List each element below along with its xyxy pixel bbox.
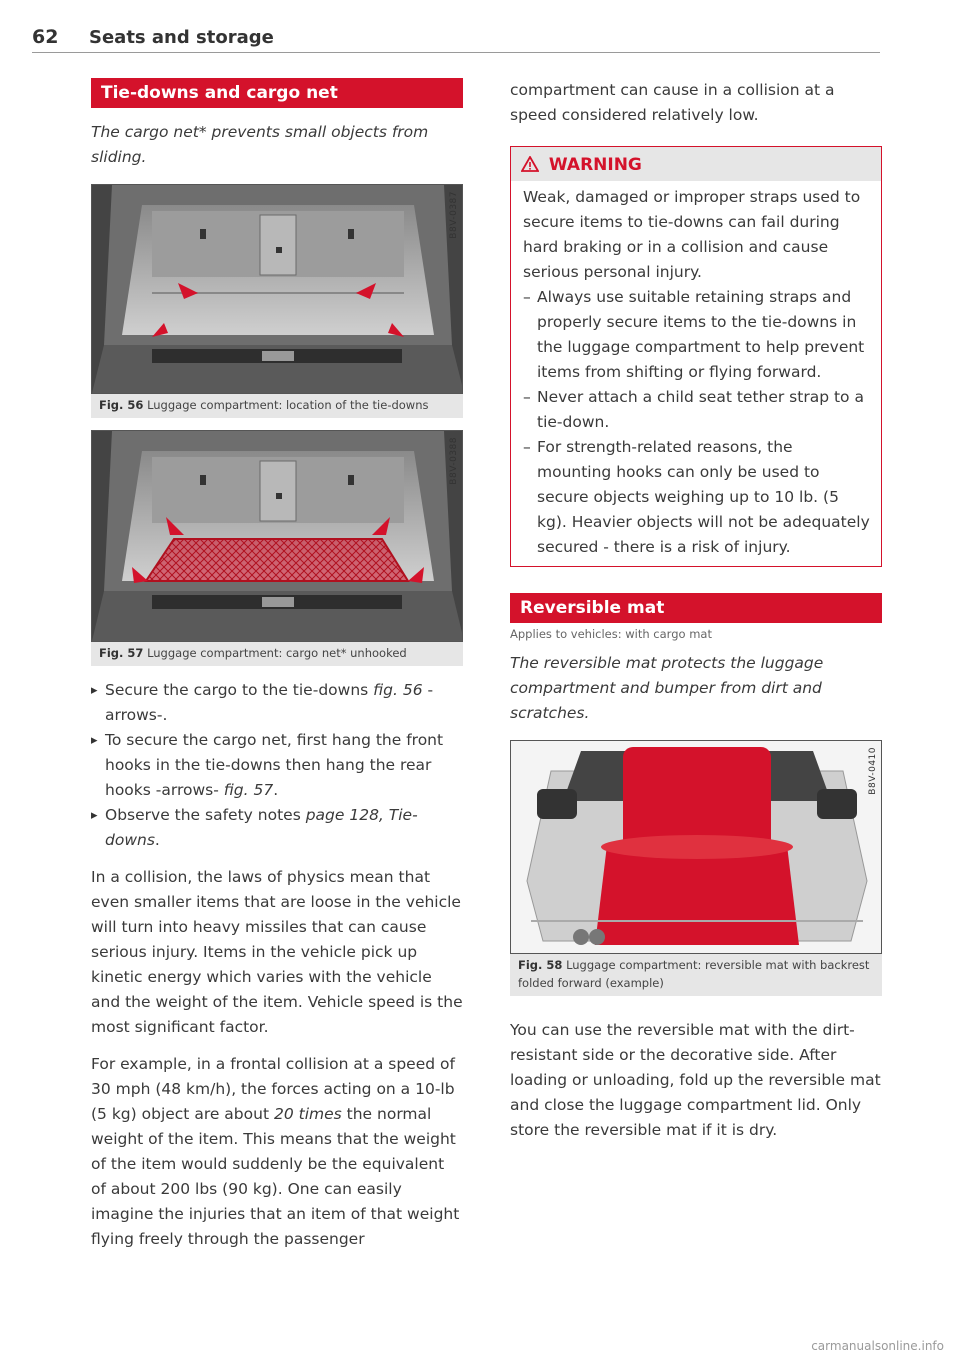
- emphasis-text: 20 times: [273, 1105, 342, 1123]
- trunk-illustration: [92, 185, 463, 393]
- list-item-tail: .: [154, 831, 160, 849]
- list-item: [91, 728, 463, 803]
- section-title-reversible-mat: Reversible mat: [510, 593, 882, 623]
- warning-body: [511, 181, 881, 566]
- figure-56: [91, 184, 463, 418]
- list-item-text: Observe the safety notes: [105, 806, 306, 824]
- intro-text: The cargo net* prevents small objects from sliding.: [91, 123, 429, 166]
- warning-header: [511, 147, 881, 181]
- body-paragraph: You can use the reversible mat with the dirt-resistant side or the decorative side. After loading or unloading, fold up the reversible mat and close the luggage compartment lid. Only store the reversible mat if it is dry.: [510, 1021, 881, 1139]
- warning-triangle-icon: [521, 156, 539, 172]
- figure-caption: [510, 954, 882, 996]
- warning-box: [510, 146, 882, 567]
- watermark-text: carmanualsonline.info: [811, 1339, 944, 1353]
- instruction-list: [91, 678, 463, 853]
- warning-item: – For strength-related reasons, the mounting hooks can only be used to secure objects weighing up to 10 lb. (5 kg). Heavier objects will not be adequately secured - there is a risk of injury.: [523, 435, 871, 560]
- warning-item: – Never attach a child seat tether strap to a tie-down.: [523, 385, 871, 435]
- caption-text: Luggage compartment: cargo net* unhooked: [147, 646, 407, 660]
- paragraph-text: For example, in a frontal collision at a speed of 30 mph (48 km/h), the forces acting on a 10-lb (5 kg) object are about: [91, 1055, 455, 1123]
- right-column: [510, 78, 882, 1143]
- figure-label: Fig. 58: [518, 958, 563, 972]
- fig-57-link[interactable]: fig. 57: [223, 781, 274, 799]
- warning-item: – Always use suitable retaining straps and properly secure items to the tie-downs in the luggage compartment to help prevent items from shifting or flying forward.: [523, 285, 871, 385]
- body-paragraph: [91, 1052, 463, 1252]
- applies-note: Applies to vehicles: with cargo mat: [510, 627, 712, 641]
- figure-label: Fig. 57: [99, 646, 144, 660]
- list-item-text: To secure the cargo net, first hang the front hooks in the tie-downs then hang the rear hooks -arrows-: [105, 731, 444, 799]
- body-paragraph: In a collision, the laws of physics mean that even smaller items that are loose in the vehicle will turn into heavy missiles that can cause serious injury. Items in the vehicle pick up kinetic energy which varies with the vehicle and the weight of the item. Vehicle speed is the most significant factor.: [91, 868, 463, 1036]
- figure-57: [91, 430, 463, 666]
- chapter-title: Seats and storage: [89, 27, 274, 48]
- list-item-text: Secure the cargo to the tie-downs: [105, 681, 374, 699]
- trunk-cargo-net-image: [91, 430, 463, 642]
- fig-56-link[interactable]: fig. 56: [373, 681, 423, 699]
- continued-paragraph: compartment can cause in a collision at a speed considered relatively low.: [510, 81, 835, 124]
- section-title-tie-downs: Tie-downs and cargo net: [91, 78, 463, 108]
- warning-title: WARNING: [548, 155, 642, 175]
- warning-intro: Weak, damaged or improper straps used to secure items to tie-downs can fail during hard braking or in a collision and cause serious personal injury.: [523, 188, 861, 281]
- figure-caption: [91, 394, 463, 418]
- caption-text: Luggage compartment: reversible mat with backrest folded forward (example): [518, 958, 870, 990]
- figure-id: B8V-0388: [449, 437, 459, 485]
- reversible-mat-image: [510, 740, 882, 954]
- list-item: [91, 678, 463, 728]
- list-item: [91, 803, 463, 853]
- list-item-tail: -arrows-.: [105, 681, 434, 724]
- figure-label: Fig. 56: [99, 398, 144, 412]
- figure-id: B8V-0387: [449, 191, 459, 239]
- page-header: [32, 24, 880, 53]
- list-item-tail: .: [273, 781, 279, 799]
- figure-caption: [91, 642, 463, 666]
- trunk-tiedowns-image: [91, 184, 463, 394]
- page-number: 62: [32, 26, 59, 48]
- cargo-net-illustration: [92, 431, 463, 641]
- figure-58: [510, 740, 882, 996]
- intro-text: The reversible mat protects the luggage compartment and bumper from dirt and scratches.: [510, 654, 824, 722]
- page-128-link[interactable]: page 128, Tie-downs: [105, 806, 418, 849]
- paragraph-text: the normal weight of the item. This means that the weight of the item would suddenly be the equivalent of about 200 lbs (90 kg). One can easily imagine the injuries that an item of that weight flying freely through the passenger: [91, 1105, 460, 1248]
- figure-id: B8V-0410: [868, 747, 878, 795]
- left-column: [91, 78, 463, 1252]
- reversible-mat-illustration: [511, 741, 882, 953]
- caption-text: Luggage compartment: location of the tie-downs: [147, 398, 429, 412]
